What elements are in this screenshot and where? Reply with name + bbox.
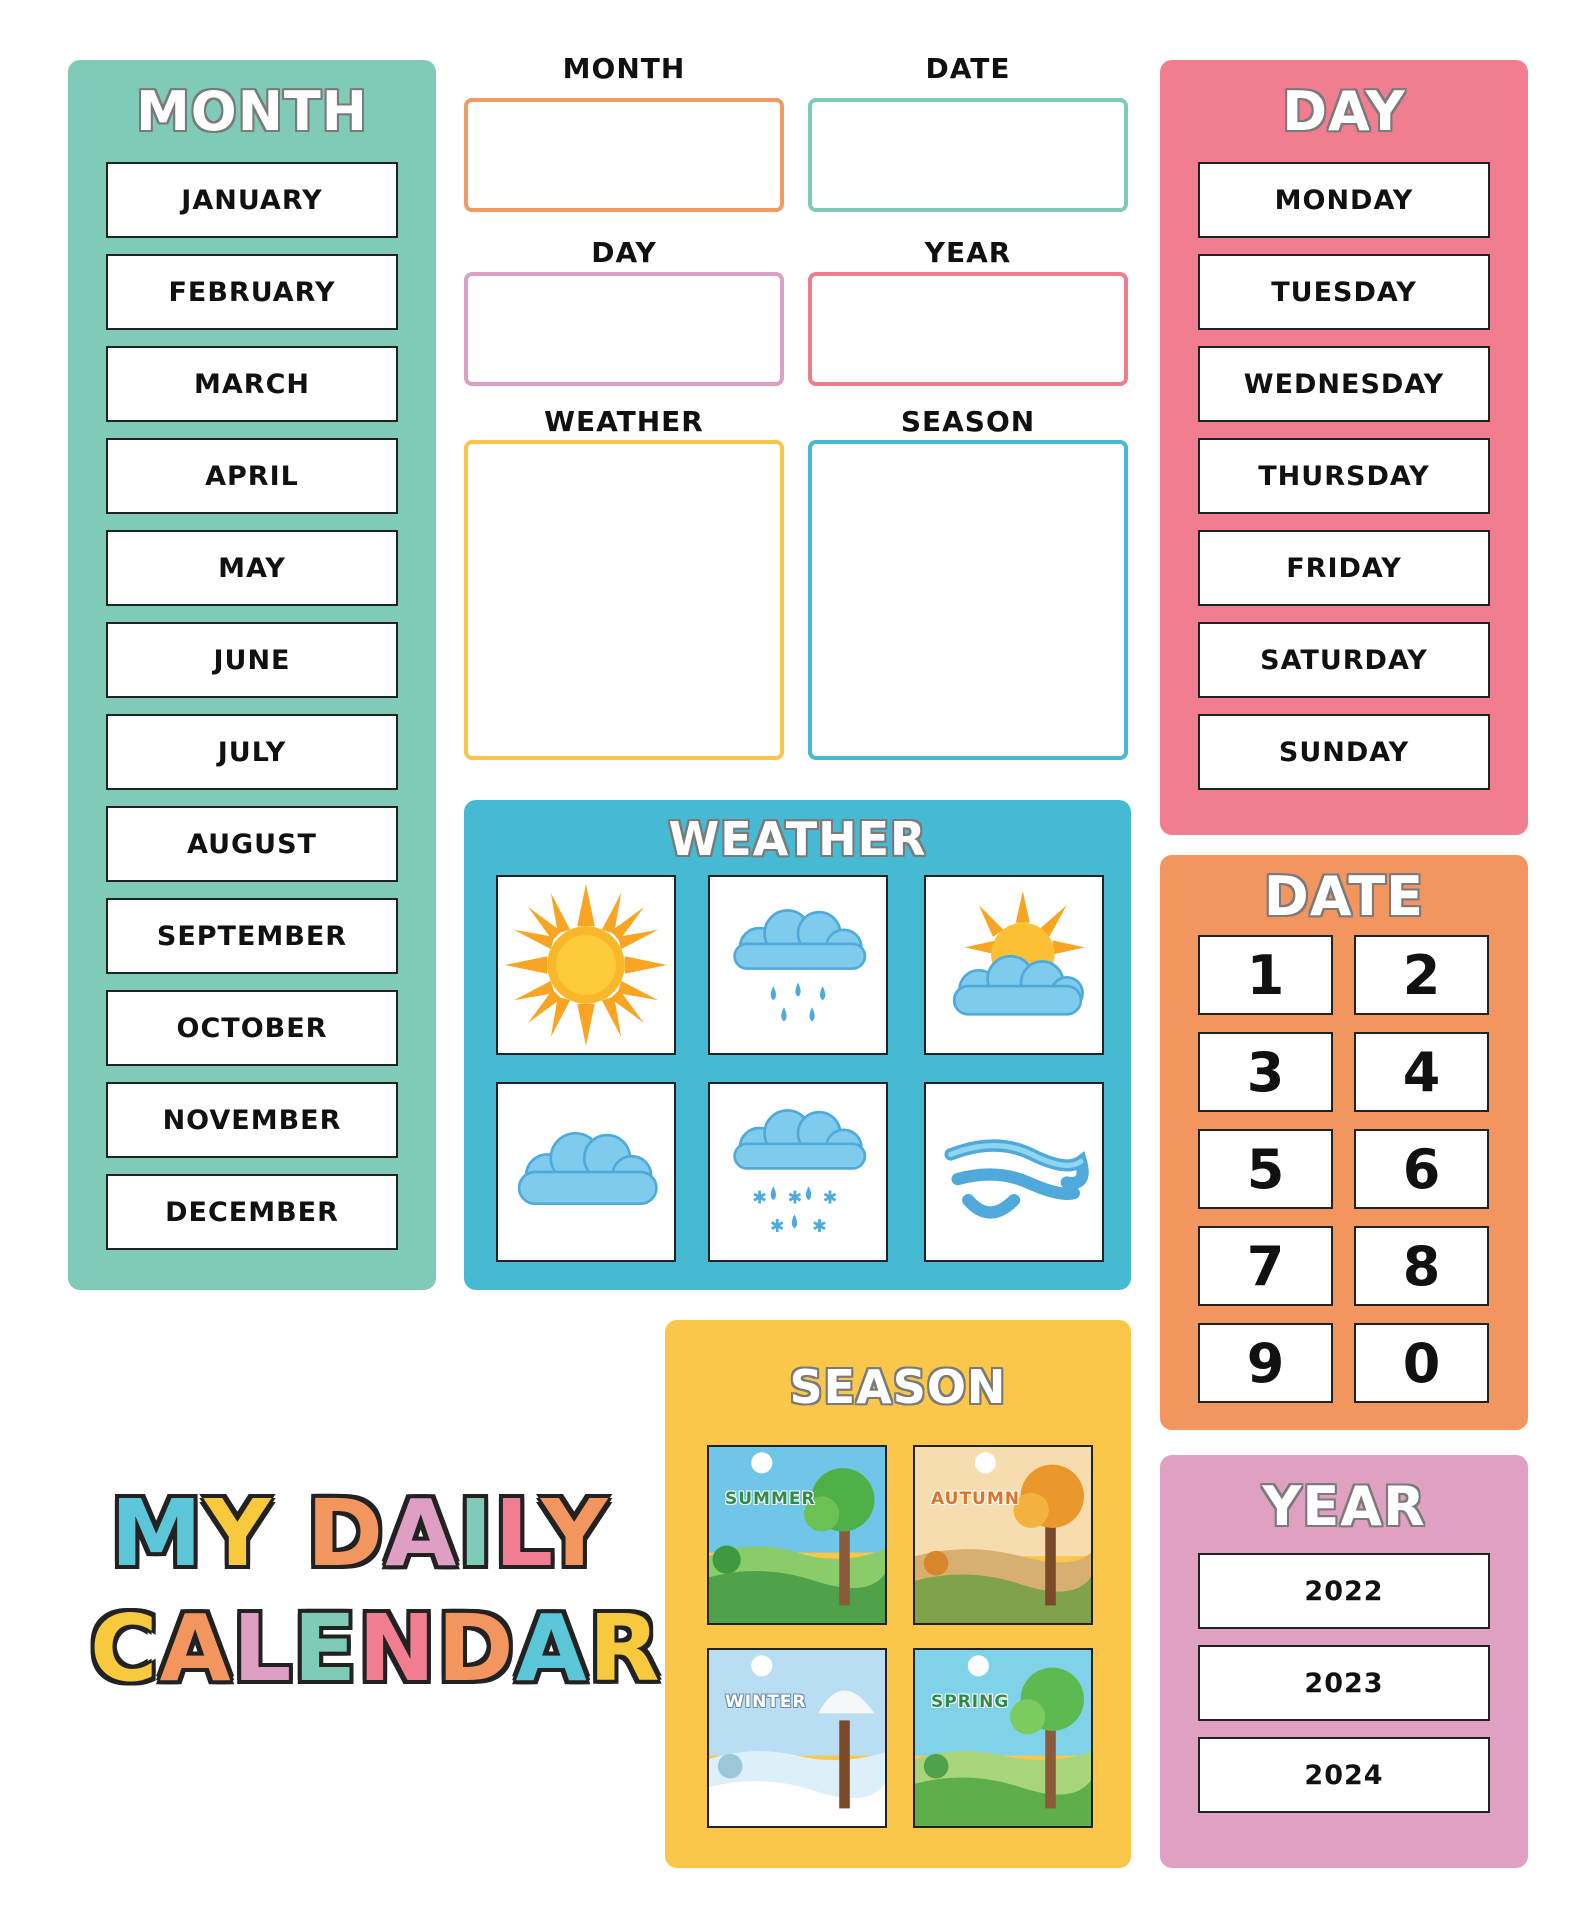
rain-cloud-icon[interactable] [708,875,888,1055]
weather-panel-title: WEATHER [668,812,927,866]
sleet-cloud-icon[interactable] [708,1082,888,1262]
season-panel [665,1320,1131,1868]
field-label-year: YEAR [924,236,1012,269]
svg-text:✱: ✱ [769,1216,785,1237]
date-number-8[interactable]: 8 [1354,1226,1489,1306]
date-panel [1160,855,1528,1430]
date-number-7[interactable]: 7 [1198,1226,1333,1306]
month-card-may[interactable]: MAY [106,530,398,606]
svg-text:✱: ✱ [822,1188,838,1209]
season-label-spring: SPRING [931,1692,1010,1712]
day-card-tuesday[interactable]: TUESDAY [1198,254,1490,330]
date-number-4[interactable]: 4 [1354,1032,1489,1112]
month-card-august[interactable]: AUGUST [106,806,398,882]
month-card-july[interactable]: JULY [106,714,398,790]
svg-text:✱: ✱ [752,1188,767,1209]
month-panel-title: MONTH [136,80,368,143]
field-label-season: SEASON [900,405,1036,438]
spring-card[interactable] [913,1648,1093,1828]
month-card-october[interactable]: OCTOBER [106,990,398,1066]
title-line-2 [90,1595,662,1702]
date-panel-title: DATE [1263,865,1425,928]
month-card-november[interactable]: NOVEMBER [106,1082,398,1158]
year-card-2024[interactable]: 2024 [1198,1737,1490,1813]
day-card-wednesday[interactable]: WEDNESDAY [1198,346,1490,422]
month-card-april[interactable]: APRIL [106,438,398,514]
month-card-february[interactable]: FEBRUARY [106,254,398,330]
summer-card[interactable] [707,1445,887,1625]
season-label-winter: WINTER [725,1692,807,1712]
field-label-month: MONTH [562,52,686,85]
date-number-9[interactable]: 9 [1198,1323,1333,1403]
field-label-date: DATE [925,52,1011,85]
month-field[interactable] [464,98,784,212]
day-panel-title: DAY [1282,80,1406,143]
year-panel [1160,1455,1528,1868]
day-card-friday[interactable]: FRIDAY [1198,530,1490,606]
season-panel-title: SEASON [789,1360,1007,1414]
year-card-2023[interactable]: 2023 [1198,1645,1490,1721]
season-label-summer: SUMMER [725,1489,816,1509]
winter-card[interactable] [707,1648,887,1828]
autumn-card[interactable] [913,1445,1093,1625]
date-field[interactable] [808,98,1128,212]
day-card-sunday[interactable]: SUNDAY [1198,714,1490,790]
field-label-day: DAY [591,236,657,269]
month-card-december[interactable]: DECEMBER [106,1174,398,1250]
cloud-icon[interactable] [496,1082,676,1262]
date-number-2[interactable]: 2 [1354,935,1489,1015]
title-line-1 [90,1480,630,1587]
month-card-march[interactable]: MARCH [106,346,398,422]
title-calendar: CALENDAR [90,1595,662,1702]
day-card-thursday[interactable]: THURSDAY [1198,438,1490,514]
sun-icon[interactable] [496,875,676,1055]
month-panel [68,60,436,1290]
date-number-6[interactable]: 6 [1354,1129,1489,1209]
month-card-september[interactable]: SEPTEMBER [106,898,398,974]
title-my-daily: MY DAILY [110,1480,610,1587]
year-field[interactable] [808,272,1128,386]
date-number-1[interactable]: 1 [1198,935,1333,1015]
wind-icon[interactable] [924,1082,1104,1262]
weather-panel [464,800,1131,1290]
weather-field[interactable] [464,440,784,760]
svg-text:✱: ✱ [787,1188,803,1209]
partly-cloudy-icon[interactable] [924,875,1104,1055]
date-number-5[interactable]: 5 [1198,1129,1333,1209]
year-panel-title: YEAR [1262,1475,1426,1538]
day-card-saturday[interactable]: SATURDAY [1198,622,1490,698]
season-field[interactable] [808,440,1128,760]
svg-text:✱: ✱ [812,1216,827,1237]
season-label-autumn: AUTUMN [931,1489,1020,1509]
date-number-0[interactable]: 0 [1354,1323,1489,1403]
day-card-monday[interactable]: MONDAY [1198,162,1490,238]
date-number-3[interactable]: 3 [1198,1032,1333,1112]
day-panel [1160,60,1528,835]
month-card-january[interactable]: JANUARY [106,162,398,238]
field-label-weather: WEATHER [544,405,704,438]
day-field[interactable] [464,272,784,386]
month-card-june[interactable]: JUNE [106,622,398,698]
year-card-2022[interactable]: 2022 [1198,1553,1490,1629]
